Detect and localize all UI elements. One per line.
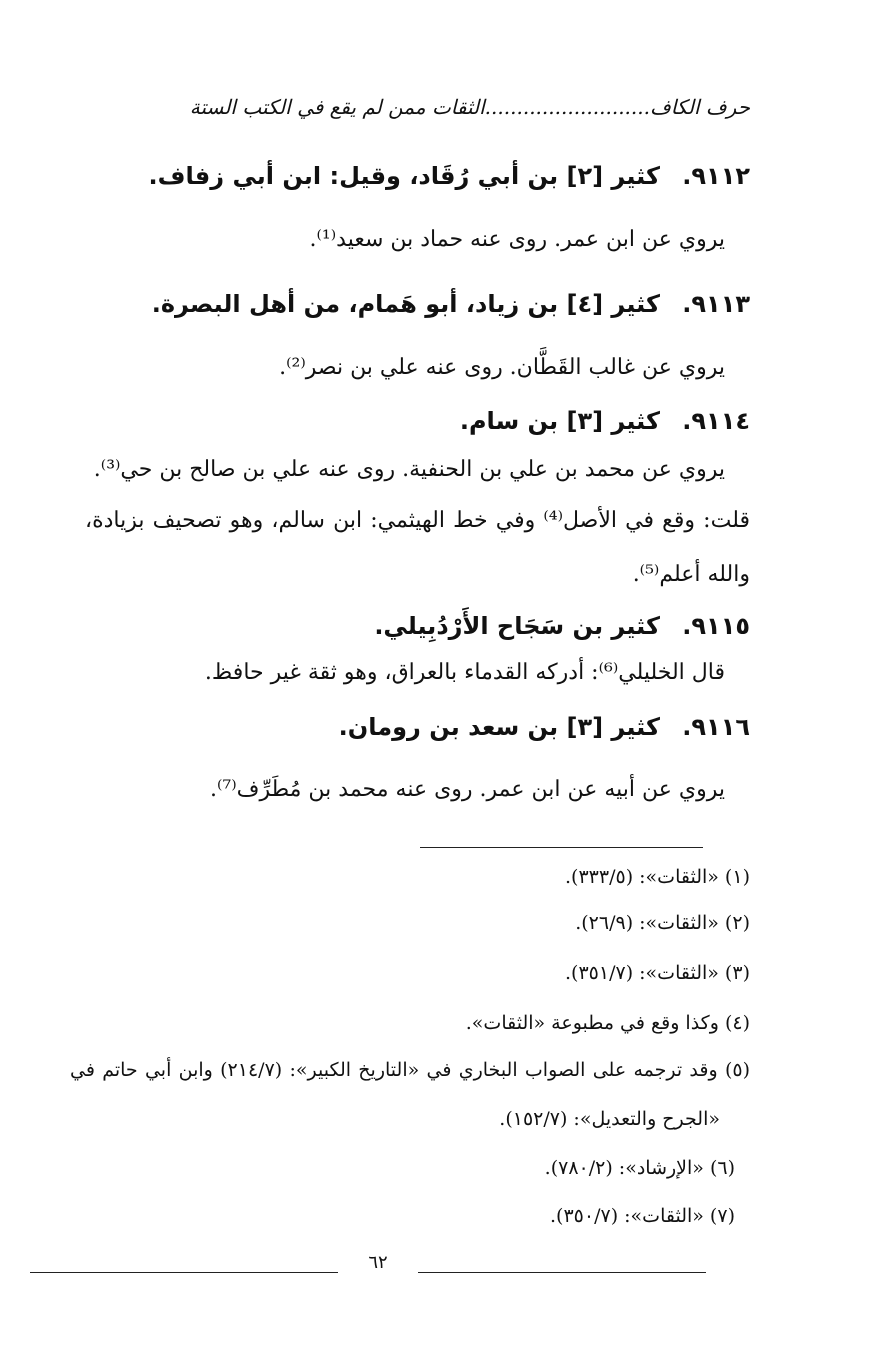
entry-heading <box>460 407 750 435</box>
footnote: «الجرح والتعديل»: (١٥٢/٧). <box>499 1108 720 1130</box>
footer-rule-right <box>416 1272 706 1273</box>
footnote: (١) «الثقات»: (٣٣٣/٥). <box>565 866 750 888</box>
entry-title: كثير بن سَجَاح الأَرْدُبِيلي. <box>374 612 660 640</box>
entry-number: ٩١١٤. <box>682 407 750 435</box>
entry-heading <box>152 290 750 318</box>
footnote: (٥) وقد ترجمه على الصواب البخاري في «التاريخ الكبير»: (٢١٤/٧) وابن أبي حاتم في <box>70 1059 750 1081</box>
entry-heading <box>339 713 750 741</box>
footnote: (٦) «الإرشاد»: (٧٨٠/٢). <box>544 1157 735 1179</box>
entry-title: كثير [٣] بن سام. <box>459 407 660 435</box>
footnote: (٣) «الثقات»: (٣٥١/٧). <box>565 962 750 984</box>
footnote: (٧) «الثقات»: (٣٥٠/٧). <box>550 1205 735 1227</box>
entry-number: ٩١١٦. <box>682 713 750 741</box>
entry-number: ٩١١٥. <box>682 612 750 640</box>
entry-text: يروي عن محمد بن علي بن الحنفية. روى عنه علي بن صالح بن حي⁽³⁾. <box>93 457 725 482</box>
entry-title: كثير [٢] بن أبي رُقَاد، وقيل: ابن أبي زفاف. <box>148 162 660 190</box>
entry-number: ٩١١٣. <box>682 290 750 318</box>
entry-title: كثير [٣] بن سعد بن رومان. <box>338 713 660 741</box>
entry-text: يروي عن غالب القَطَّان. روى عنه علي بن نصر⁽²⁾. <box>279 355 725 380</box>
running-head: حرف الكاف..........................الثقات ممن لم يقع في الكتب الستة <box>189 95 750 119</box>
entry-text: قال الخليلي⁽⁶⁾: أدركه القدماء بالعراق، وهو ثقة غير حافظ. <box>204 660 725 685</box>
entry-title: كثير [٤] بن زياد، أبو هَمام، من أهل البصرة. <box>151 290 660 318</box>
footer-rule-left <box>30 1272 340 1273</box>
footnote: (٢) «الثقات»: (٢٦/٩). <box>575 912 750 934</box>
footnote-separator <box>420 847 703 848</box>
page-number: ٦٢ <box>338 1252 418 1273</box>
entry-text: يروي عن أبيه عن ابن عمر. روى عنه محمد بن مُطَرِّف⁽⁷⁾. <box>210 777 725 802</box>
footnote: (٤) وكذا وقع في مطبوعة «الثقات». <box>465 1012 750 1034</box>
entry-text: والله أعلم⁽⁵⁾. <box>632 562 750 587</box>
entry-heading <box>149 162 750 190</box>
entry-text: قلت: وقع في الأصل⁽⁴⁾ وفي خط الهيثمي: ابن سالم، وهو تصحيف بزيادة، <box>85 508 750 533</box>
entry-number: ٩١١٢. <box>682 162 750 190</box>
entry-heading <box>374 612 750 640</box>
entry-text: يروي عن ابن عمر. روى عنه حماد بن سعيد⁽¹⁾. <box>309 227 725 252</box>
